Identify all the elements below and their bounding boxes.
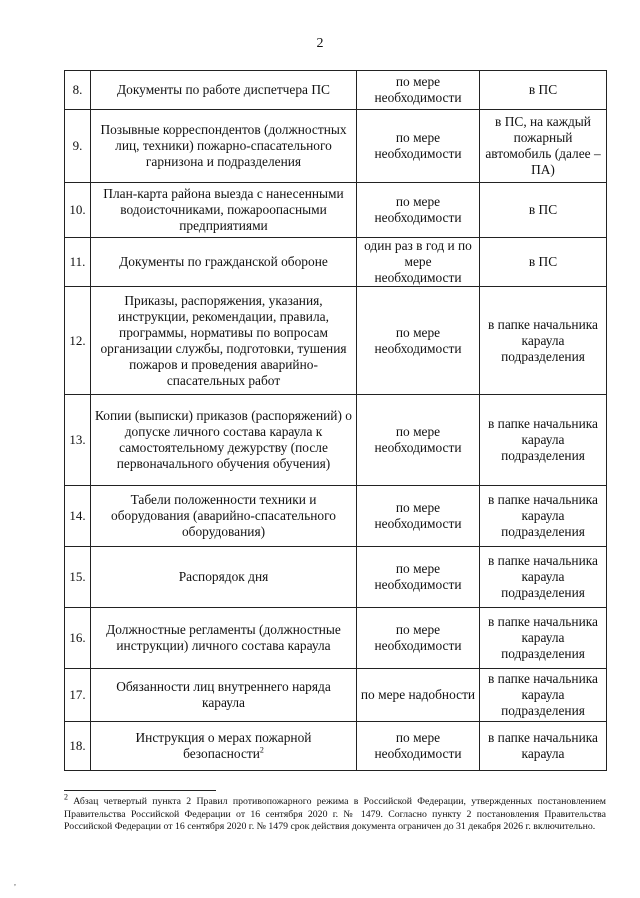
document-name <box>91 183 357 238</box>
update-frequency <box>357 486 480 547</box>
row-number-text: 10. <box>69 202 86 217</box>
page-number: 2 <box>316 36 324 51</box>
update-frequency <box>357 71 480 110</box>
update-frequency <box>357 722 480 771</box>
storage-location <box>480 669 607 722</box>
document-name <box>91 287 357 395</box>
table-row <box>65 287 607 395</box>
row-number <box>65 71 91 110</box>
row-number-text: 15. <box>69 569 86 584</box>
row-number <box>65 238 91 287</box>
update-frequency <box>357 183 480 238</box>
document-name-text: Документы по гражданской обороне <box>119 254 328 269</box>
update-frequency <box>357 110 480 183</box>
row-number-text: 17. <box>69 687 86 702</box>
document-name <box>91 608 357 669</box>
footnote-divider <box>64 790 216 791</box>
update-frequency-text: по мере необходимости <box>374 194 462 225</box>
document-name <box>91 669 357 722</box>
storage-location <box>480 287 607 395</box>
table-row <box>65 110 607 183</box>
update-frequency-text: по мере необходимости <box>374 500 462 531</box>
update-frequency <box>357 547 480 608</box>
update-frequency-text: один раз в год и по мере необходимости <box>364 238 472 285</box>
update-frequency-text: по мере необходимости <box>374 130 462 161</box>
storage-location <box>480 71 607 110</box>
footnote-text: Абзац четвертый пункта 2 Правил противопожарного режима в Российской Федерации, утвержденных постановлением Правительства Российской Федерации от 16 сентября 2020 г. № 1479. Согласно пункту 2 постановления Правительства Российской Федерации от 16 сентября 2020 г. № 1479 срок действия документа ограничен до 31 декабря 2026 г. включительно. <box>64 796 606 832</box>
documents-table <box>64 70 607 771</box>
row-number <box>65 110 91 183</box>
table-body <box>65 71 607 771</box>
storage-location <box>480 486 607 547</box>
storage-location <box>480 395 607 486</box>
document-name <box>91 238 357 287</box>
footnote-reference: 2 <box>259 745 264 755</box>
document-name <box>91 547 357 608</box>
table-row <box>65 608 607 669</box>
row-number-text: 8. <box>72 82 83 97</box>
row-number-text: 18. <box>69 738 86 753</box>
row-number <box>65 669 91 722</box>
table-row <box>65 669 607 722</box>
row-number <box>65 287 91 395</box>
row-number <box>65 183 91 238</box>
document-name-text: Приказы, распоряжения, указания, инструкции, рекомендации, правила, программы, нормативы по вопросам организации службы, подготовки, тушения пожаров и проведения аварийно-спасательных работ <box>100 292 347 388</box>
document-name-text: Документы по работе диспетчера ПС <box>117 82 330 97</box>
document-name <box>91 71 357 110</box>
update-frequency-text: по мере необходимости <box>374 324 462 356</box>
row-number <box>65 547 91 608</box>
storage-location <box>480 722 607 771</box>
table-row <box>65 486 607 547</box>
table-row <box>65 722 607 771</box>
storage-location-text: в папке начальника караула <box>488 730 598 761</box>
row-number-text: 9. <box>72 138 83 153</box>
update-frequency <box>357 669 480 722</box>
update-frequency-text: по мере необходимости <box>374 561 462 592</box>
document-name-text: План-карта района выезда с нанесенными водоисточниками, пожароопасными предприятиями <box>103 186 344 233</box>
table-row <box>65 71 607 110</box>
storage-location-text: в ПС, на каждый пожарный автомобиль (далее – ПА) <box>485 114 601 177</box>
row-number <box>65 395 91 486</box>
row-number <box>65 486 91 547</box>
storage-location-text: в ПС <box>528 82 558 97</box>
update-frequency <box>357 608 480 669</box>
row-number-text: 12. <box>69 332 86 348</box>
table-row <box>65 395 607 486</box>
storage-location <box>480 110 607 183</box>
document-name-text: Табели положенности техники и оборудования (аварийно-спасательного оборудования) <box>111 492 336 539</box>
row-number <box>65 722 91 771</box>
row-number-text: 14. <box>69 508 86 523</box>
row-number-text: 16. <box>69 630 86 645</box>
update-frequency <box>357 238 480 287</box>
update-frequency-text: по мере надобности <box>360 687 476 702</box>
update-frequency-text: по мере необходимости <box>374 622 462 653</box>
storage-location-text: в ПС <box>528 202 558 217</box>
corner-mark: , <box>14 878 16 887</box>
storage-location <box>480 547 607 608</box>
storage-location <box>480 608 607 669</box>
document-name-text: Распорядок дня <box>178 569 269 584</box>
row-number-text: 13. <box>69 432 86 447</box>
document-name-text: Инструкция о мерах пожарной безопасности <box>135 730 312 761</box>
document-name-text: Копии (выписки) приказов (распоряжений) о допуске личного состава караула к самостоятельному дежурству (после первоначального обучения обучения) <box>95 408 352 471</box>
footnote-marker: 2 <box>64 792 68 802</box>
document-name <box>91 722 357 771</box>
storage-location-text: в папке начальника караула подразделения <box>488 614 598 661</box>
storage-location-text: в папке начальника караула подразделения <box>488 416 598 463</box>
document-name <box>91 110 357 183</box>
table-row <box>65 238 607 287</box>
storage-location-text: в ПС <box>528 254 558 269</box>
storage-location <box>480 183 607 238</box>
update-frequency-text: по мере необходимости <box>374 74 462 105</box>
update-frequency-text: по мере необходимости <box>374 730 462 761</box>
document-name <box>91 395 357 486</box>
document-name <box>91 486 357 547</box>
storage-location-text: в папке начальника караула подразделения <box>488 553 598 600</box>
storage-location-text: в папке начальника караула подразделения <box>488 492 598 539</box>
row-number-text: 11. <box>69 254 86 269</box>
document-name-text: Должностные регламенты (должностные инструкции) личного состава караула <box>106 622 341 653</box>
update-frequency-text: по мере необходимости <box>374 424 462 455</box>
footnote <box>64 792 606 834</box>
row-number <box>65 608 91 669</box>
storage-location <box>480 238 607 287</box>
update-frequency <box>357 287 480 395</box>
update-frequency <box>357 395 480 486</box>
table-row <box>65 547 607 608</box>
document-name-text: Обязанности лиц внутреннего наряда караула <box>116 679 331 710</box>
document-name-text: Позывные корреспондентов (должностных лиц, техники) пожарно-спасательного гарнизона и подразделения <box>100 122 347 169</box>
storage-location-text: в папке начальника караула подразделения <box>488 316 598 364</box>
storage-location-text: в папке начальника караула подразделения <box>488 671 598 718</box>
table-row <box>65 183 607 238</box>
